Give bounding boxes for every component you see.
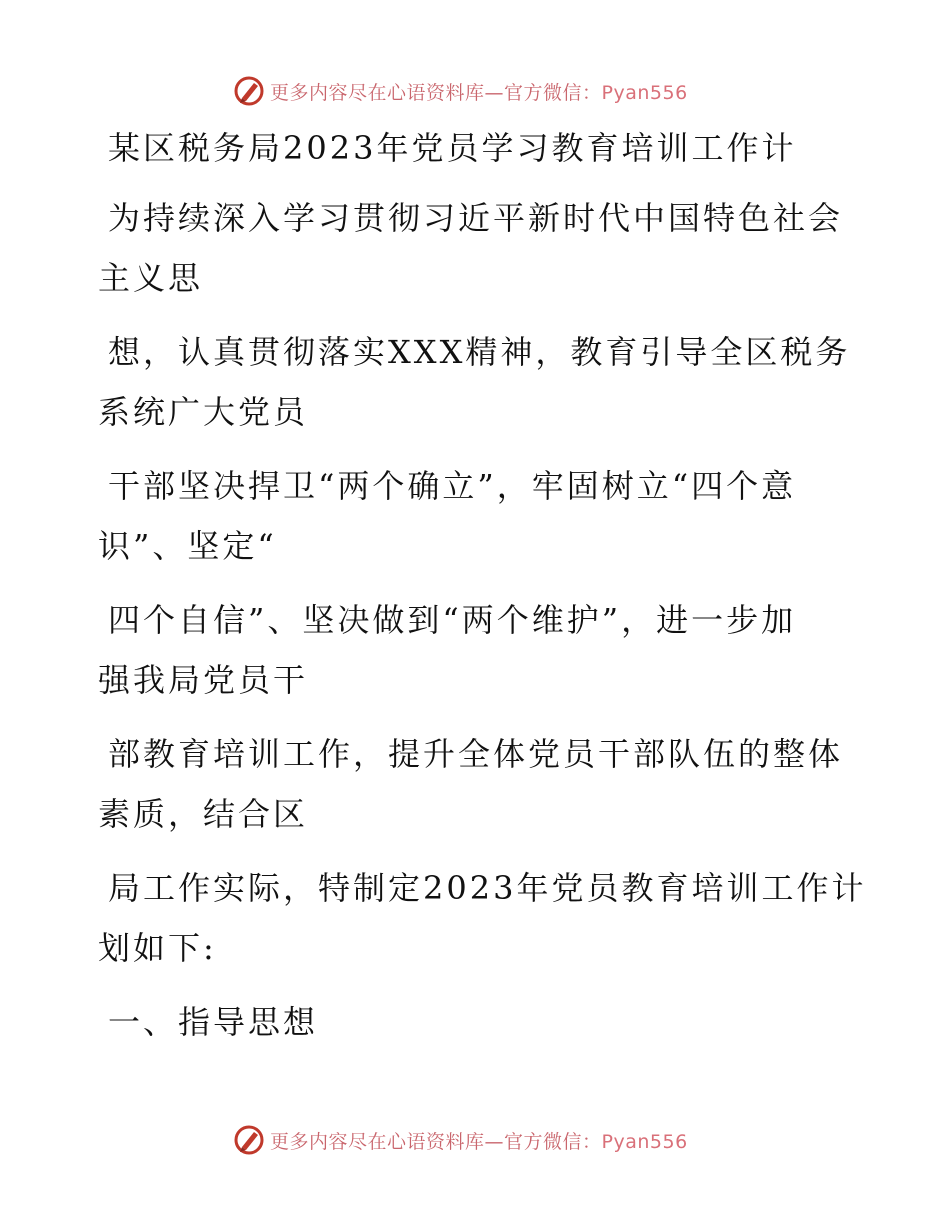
paragraph-line: 想，认真贯彻落实XXX精神，教育引导全区税务 xyxy=(108,333,851,371)
document-title: 某区税务局2023年党员学习教育培训工作计 xyxy=(108,129,797,167)
paragraph-line: 四个自信”、坚决做到“两个维护”，进一步加 xyxy=(108,601,797,639)
watermark-text: 更多内容尽在心语资料库—官方微信：Pyan556 xyxy=(270,81,688,104)
document-body xyxy=(98,118,867,1052)
paragraph-line: 为持续深入学习贯彻习近平新时代中国特色社会 xyxy=(108,199,844,237)
watermark-id: Pyan556 xyxy=(601,81,688,104)
paragraph-line: 强我局党员干 xyxy=(98,661,309,699)
paragraph-line: 素质，结合区 xyxy=(98,795,309,833)
watermark-id: Pyan556 xyxy=(601,1130,688,1153)
paragraph-line: 系统广大党员 xyxy=(98,393,309,431)
pen-logo-icon xyxy=(232,1123,266,1157)
paragraph-line: 干部坚决捍卫“两个确立”，牢固树立“四个意 xyxy=(108,467,797,505)
paragraph-line: 划如下: xyxy=(98,929,217,967)
section-heading: 一、指导思想 xyxy=(108,1003,319,1041)
paragraph-line: 主义思 xyxy=(98,259,204,297)
watermark-header xyxy=(232,71,712,111)
pen-logo-icon xyxy=(232,74,266,108)
watermark-text: 更多内容尽在心语资料库—官方微信：Pyan556 xyxy=(270,1130,688,1153)
watermark-footer xyxy=(232,1120,712,1160)
paragraph-line: 部教育培训工作，提升全体党员干部队伍的整体 xyxy=(108,735,844,773)
paragraph-line: 识”、坚定“ xyxy=(98,527,277,565)
paragraph-line: 局工作实际，特制定2023年党员教育培训工作计 xyxy=(108,869,867,907)
